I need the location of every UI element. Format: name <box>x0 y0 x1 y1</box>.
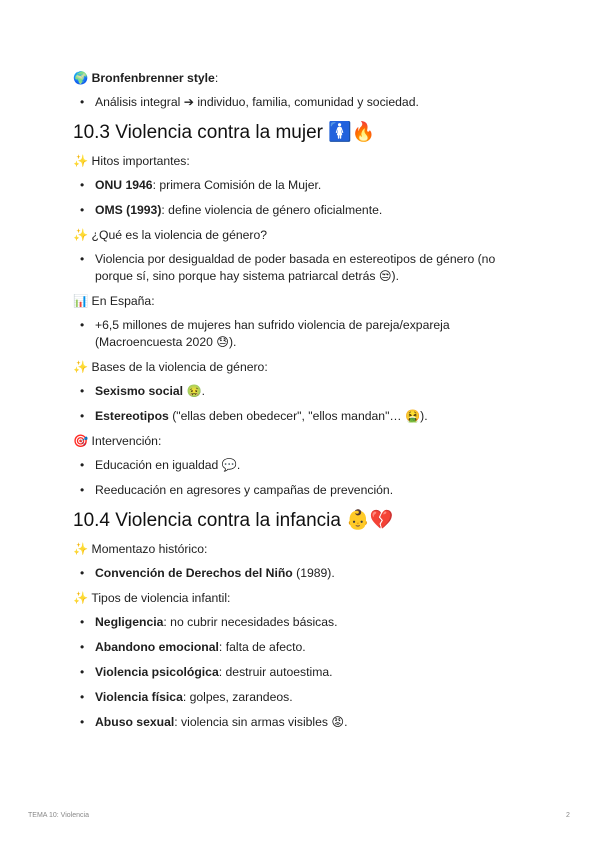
list-item <box>73 177 533 194</box>
item-text: : falta de afecto. <box>218 640 306 654</box>
list-item: • Violencia por desigualdad de poder basada en estereotipos de género (no porque sí, sino porque hay sistema patriarcal detrás 😒). <box>73 251 533 285</box>
item-bold: Violencia psicológica <box>95 665 219 679</box>
tipos-label: ✨ Tipos de violencia infantil: <box>73 591 231 605</box>
item-bold: Estereotipos <box>95 409 169 423</box>
item-text: : violencia sin armas visibles 😡. <box>174 715 348 729</box>
item-bold: Negligencia <box>95 615 164 629</box>
bronfenbrenner-list <box>73 94 533 111</box>
list-item <box>73 565 533 582</box>
list-item <box>73 714 533 731</box>
item-bold: Convención de Derechos del Niño <box>95 566 293 580</box>
item-bold: Violencia física <box>95 690 183 704</box>
intervencion-list <box>73 457 533 499</box>
list-item: • Educación en igualdad 💬. <box>73 457 533 474</box>
list-item <box>73 408 533 425</box>
section-title-mujer: 10.3 Violencia contra la mujer 🚺🔥 <box>73 122 376 143</box>
item-bold: ONU 1946 <box>95 178 153 192</box>
list-item: • Análisis integral ➔ individuo, familia, comunidad y sociedad. <box>73 94 533 111</box>
globe-icon: 🌍 <box>73 71 89 85</box>
page-number: 2 <box>566 812 570 819</box>
bases-label: ✨ Bases de la violencia de género: <box>73 360 268 374</box>
list-item: • Reeducación en agresores y campañas de prevención. <box>73 482 533 499</box>
item-text: : define violencia de género oficialmente. <box>161 203 383 217</box>
item-text: (1989). <box>292 566 335 580</box>
item-text: : primera Comisión de la Mujer. <box>152 178 322 192</box>
item-text: : golpes, zarandeos. <box>182 690 293 704</box>
bronfenbrenner-heading <box>73 70 533 87</box>
hitos-label: ✨ Hitos importantes: <box>73 154 190 168</box>
footer-title: TEMA 10: Violencia <box>28 812 89 819</box>
heading-colon: : <box>214 71 219 85</box>
item-bold: OMS (1993) <box>95 203 162 217</box>
item-text: 🤢. <box>183 384 206 398</box>
item-bold: Abuso sexual <box>95 715 175 729</box>
list-item <box>73 664 533 681</box>
list-item: • +6,5 millones de mujeres han sufrido violencia de pareja/expareja (Macroencuesta 2020 😓). <box>73 317 533 351</box>
document-page <box>73 70 533 739</box>
bases-list <box>73 383 533 425</box>
item-bold: Sexismo social <box>95 384 184 398</box>
espana-label: 📊 En España: <box>73 294 155 308</box>
list-item <box>73 202 533 219</box>
heading-bold: Bronfenbrenner style <box>91 71 215 85</box>
item-bold: Abandono emocional <box>95 640 219 654</box>
list-item <box>73 689 533 706</box>
que-es-label: ✨ ¿Qué es la violencia de género? <box>73 228 268 242</box>
list-item <box>73 383 533 400</box>
list-item <box>73 639 533 656</box>
historico-list <box>73 565 533 582</box>
hitos-list <box>73 177 533 219</box>
list-item <box>73 614 533 631</box>
que-es-list <box>73 251 533 285</box>
tipos-list <box>73 614 533 731</box>
item-text: : no cubrir necesidades básicas. <box>163 615 338 629</box>
item-text: ("ellas deben obedecer", "ellos mandan"… 🤮). <box>168 409 428 423</box>
espana-list <box>73 317 533 351</box>
historico-label: ✨ Momentazo histórico: <box>73 542 208 556</box>
intervencion-label: 🎯 Intervención: <box>73 434 162 448</box>
item-text: : destruir autoestima. <box>218 665 333 679</box>
section-title-infancia: 10.4 Violencia contra la infancia 👶💔 <box>73 510 394 531</box>
